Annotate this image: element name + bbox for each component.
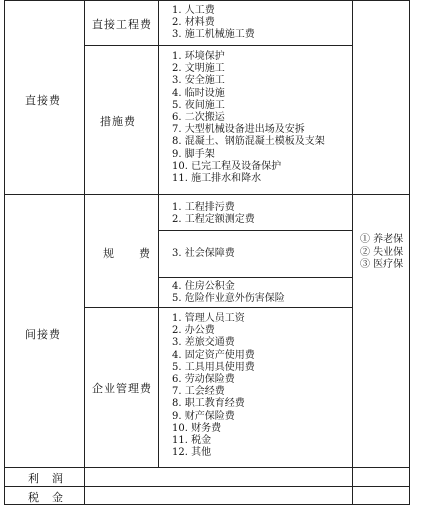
grid-line [84, 0, 85, 505]
list-item: 6. 二次搬运 [172, 111, 225, 123]
list-item: 4. 住房公积金 [172, 281, 235, 292]
list-item: 8. 职工教育经费 [172, 398, 245, 410]
category-indirect: 间接费 [25, 328, 61, 341]
category-direct: 直接费 [25, 94, 61, 107]
grid-line [4, 0, 410, 1]
list-item: 1. 人工费 [172, 5, 215, 16]
subcategory-fees: 规 费 [103, 247, 151, 260]
list-item: 5. 夜间施工 [172, 99, 225, 111]
list-item: 7. 工会经费 [172, 386, 225, 398]
grid-line [158, 277, 352, 278]
list-direct-engineering [172, 5, 255, 42]
grid-line [4, 0, 5, 505]
list-item: 2. 工程定额测定费 [172, 214, 255, 226]
list-item: 7. 大型机械设备进出场及安拆 [172, 124, 305, 136]
grid-line [158, 0, 159, 467]
list-item: 3. 差旅交通费 [172, 337, 235, 349]
list-item: 1. 工程排污费 [172, 202, 235, 213]
list-item: 5. 危险作业意外伤害保险 [172, 293, 285, 305]
list-item: ① 养老保 [360, 234, 404, 245]
list-item: 2. 材料费 [172, 17, 215, 29]
list-item: 10. 已完工程及设备保护 [172, 160, 282, 172]
list-item: 2. 办公费 [172, 325, 215, 337]
grid-line [84, 45, 352, 46]
list-item: 1. 管理人员工资 [172, 313, 245, 324]
grid-line [352, 0, 353, 505]
list-management [172, 313, 255, 459]
grid-line [4, 486, 410, 487]
grid-line [409, 0, 410, 505]
grid-line [158, 230, 352, 231]
list-item: 3. 社会保障费 [172, 248, 235, 259]
list-item: 11. 施工排水和降水 [172, 172, 262, 184]
list-item: 1. 环境保护 [172, 51, 225, 62]
list-item: 6. 劳动保险费 [172, 373, 235, 385]
list-item: 10. 财务费 [172, 422, 222, 434]
list-item: 9. 财产保险费 [172, 410, 235, 422]
list-fees-bottom [172, 281, 285, 305]
category-profit: 利 润 [28, 472, 64, 485]
grid-line [84, 307, 352, 308]
list-fees-social [172, 248, 235, 260]
list-item: 5. 工具用具使用费 [172, 361, 255, 373]
subcategory-measures: 措施费 [100, 115, 136, 128]
list-item: 11. 税金 [172, 434, 212, 446]
list-item: 3. 安全施工 [172, 75, 225, 87]
grid-line [4, 467, 410, 468]
list-item: 2. 文明施工 [172, 63, 225, 75]
list-item: ② 失业保 [360, 246, 404, 258]
list-fees-top [172, 202, 255, 226]
list-item: 9. 脚手架 [172, 148, 215, 160]
list-item: 4. 临时设施 [172, 87, 225, 99]
list-item: 12. 其他 [172, 447, 212, 459]
subcategory-management: 企业管理费 [92, 382, 152, 395]
list-measures [172, 51, 325, 185]
list-item: 3. 施工机械施工费 [172, 29, 255, 41]
list-item: 8. 混凝土、钢筋混凝土模板及支架 [172, 136, 325, 148]
list-item: 4. 固定资产使用费 [172, 349, 255, 361]
subcategory-direct-engineering: 直接工程费 [92, 18, 152, 31]
grid-line [4, 504, 410, 505]
grid-line [4, 194, 410, 195]
list-item: ③ 医疗保 [360, 259, 404, 270]
category-tax: 税 金 [28, 491, 64, 504]
list-social-security [360, 234, 403, 272]
